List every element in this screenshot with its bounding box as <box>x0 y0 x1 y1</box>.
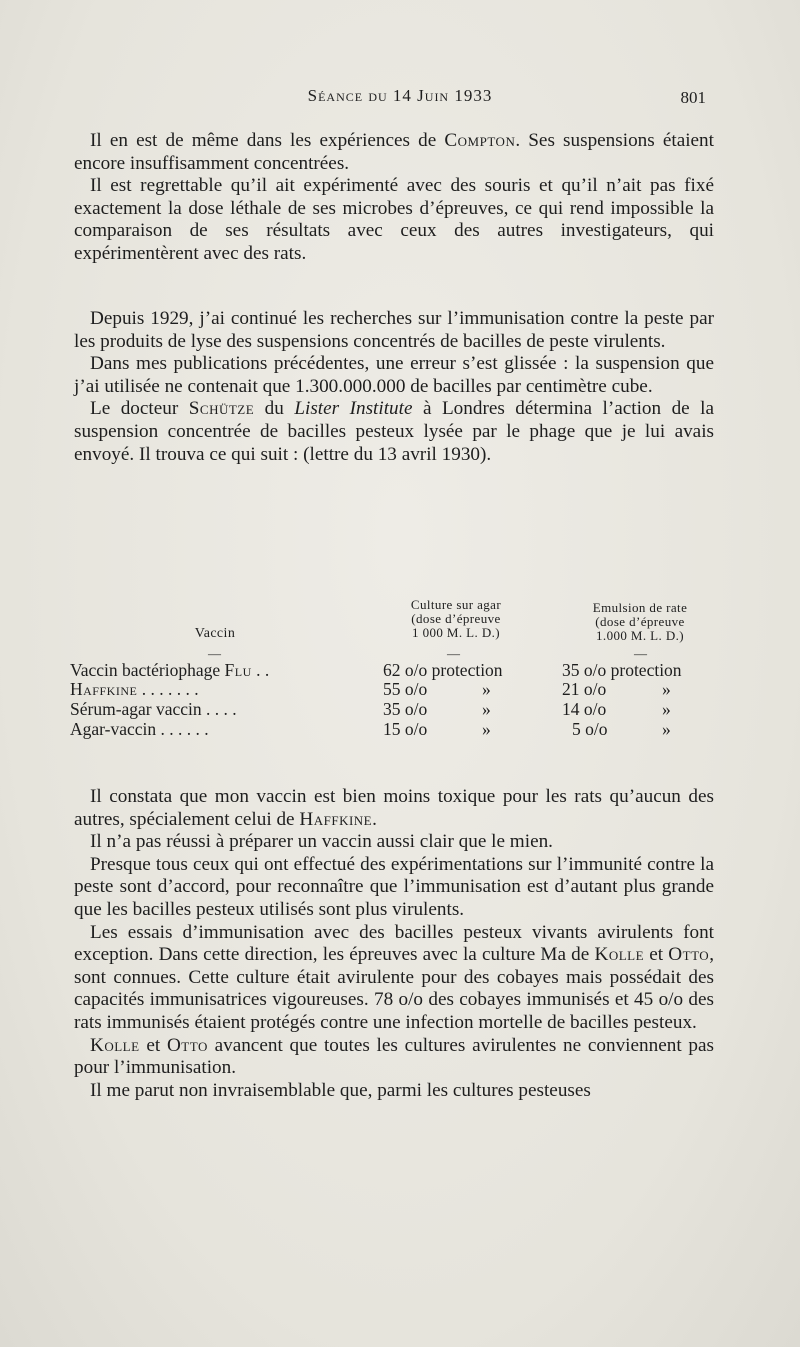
text-block-middle <box>74 308 714 466</box>
header-rule: — <box>208 646 221 661</box>
ditto-mark: » <box>482 679 491 699</box>
results-table <box>70 598 720 758</box>
ditto-mark: » <box>662 699 671 719</box>
vaccine-name: Vaccin bactériophage Flu . . <box>70 660 270 680</box>
column-header-emulsion-line: (dose d’épreuve <box>595 614 685 629</box>
column-header-emulsion-line: 1.000 M. L. D.) <box>596 628 684 643</box>
vaccine-name: Agar-vaccin . . . . . . <box>70 719 209 739</box>
column-header-culture-line: Culture sur agar <box>410 597 502 612</box>
ditto-mark: » <box>482 699 491 719</box>
emulsion-value: 14 o/o <box>562 699 607 719</box>
column-header-vaccin: Vaccin <box>194 626 236 641</box>
paragraph-text: avancent que toutes les cultures avirulentes ne conviennent pas pour l’immunisation. <box>74 1034 714 1079</box>
author-name: Kolle <box>90 1034 140 1056</box>
paragraph <box>74 398 714 466</box>
paragraph <box>74 831 714 854</box>
culture-value: 62 o/o protection <box>383 660 503 680</box>
institution-name: Lister Institute <box>294 398 413 420</box>
paragraph <box>74 922 714 1035</box>
paragraph-text: , sont connues. Cette culture était avirulente pour des cobayes mais possédait des capacités immunisatrices vigoureuses. 78 o/o des cobayes immunisés et 45 o/o des rats immunisés étaient protégés contre une infection mortelle de bacilles pesteux. <box>74 944 714 1033</box>
paragraph-text: et <box>139 1034 167 1056</box>
paragraph-text: . Ses suspensions étaient encore insuffisamment concentrées. <box>74 130 714 174</box>
header-rule: — <box>634 646 647 661</box>
paragraph-text: et <box>644 944 669 966</box>
paragraph-text: Le docteur <box>90 398 189 420</box>
column-header-culture <box>370 598 542 640</box>
column-header-emulsion-line: Emulsion de rate <box>592 600 688 615</box>
paragraph-text: Dans mes publications précédentes, une erreur s’est glissée : la suspension que j’ai utilisée ne contenait que 1.300.000.000 de bacilles par centimètre cube. <box>74 353 714 397</box>
paragraph-text: Il constata que mon vaccin est bien moins toxique pour les rats qu’aucun des autres, spécialement celui de <box>74 786 714 830</box>
paragraph <box>74 353 714 398</box>
text-block-top <box>74 130 714 266</box>
paragraph-text: Il est regrettable qu’il ait expérimenté avec des souris et qu’il n’ait pas fixé exactement la dose léthale de ses microbes d’épreuves, ce qui rend impossible la comparaison de ses résultats avec ceux des autres investigateurs, qui expérimentèrent avec des rats. <box>74 175 714 264</box>
vaccine-name: Sérum-agar vaccin . . . . <box>70 699 237 719</box>
table-row <box>70 660 720 680</box>
table-row <box>70 679 720 699</box>
paragraph <box>74 130 714 175</box>
ditto-mark: » <box>662 719 671 739</box>
column-header-culture-line: (dose d’épreuve <box>411 611 501 626</box>
culture-value: 55 o/o <box>383 679 428 699</box>
running-title: Séance du 14 Juin 1933 <box>307 86 493 105</box>
page-number: 801 <box>680 88 706 107</box>
paragraph-text: Il en est de même dans les expériences de <box>90 130 445 151</box>
paragraph-text: du <box>254 398 295 420</box>
paragraph <box>74 854 714 922</box>
table-row <box>70 699 720 719</box>
paragraph <box>74 175 714 265</box>
table-row <box>70 719 720 739</box>
author-name: Otto <box>166 1034 208 1056</box>
emulsion-value: 35 o/o protection <box>562 660 682 680</box>
culture-value: 35 o/o <box>383 699 428 719</box>
emulsion-value: 21 o/o <box>562 679 607 699</box>
paragraph <box>74 786 714 831</box>
paragraph-text: Il n’a pas réussi à préparer un vaccin aussi clair que le mien. <box>90 831 553 853</box>
author-name: Otto <box>668 944 710 966</box>
paragraph <box>74 1080 714 1103</box>
author-name: Kolle <box>594 944 645 966</box>
emulsion-value: 5 o/o <box>572 719 608 739</box>
culture-value: 15 o/o <box>383 719 428 739</box>
paragraph-text: Presque tous ceux qui ont effectué des expérimentations sur l’immunité contre la peste sont d’accord, pour reconnaître que l’immunisation est d’autant plus grande que les bacilles pesteux utilisés sont plus virulents. <box>74 853 714 920</box>
paragraph <box>74 1035 714 1080</box>
header-rule: — <box>447 646 460 661</box>
paragraph-text: Depuis 1929, j’ai continué les recherches sur l’immunisation contre la peste par les produits de lyse des suspensions concentrés de bacilles de peste virulents. <box>74 308 714 352</box>
paragraph-text: Les essais d’immunisation avec des bacilles pesteux vivants avirulents font exception. Dans cette direction, les épreuves avec la culture Ma de <box>74 921 714 966</box>
paragraph-text: à Londres détermina l’action de la suspension concentrée de bacilles pesteux lysée par le phage que je lui avais envoyé. Il trouva ce qui suit : (lettre du 13 avril 1930). <box>74 398 715 465</box>
page-header <box>0 86 800 112</box>
author-name: Schütze <box>188 398 255 420</box>
ditto-mark: » <box>482 719 491 739</box>
vaccine-name: Haffkine . . . . . . . <box>70 679 199 699</box>
author-name: Haffkine <box>299 808 373 830</box>
paragraph-text: . <box>372 808 377 830</box>
column-header-emulsion <box>558 601 722 643</box>
paragraph-text: Il me parut non invraisemblable que, parmi les cultures pesteuses <box>90 1079 591 1101</box>
ditto-mark: » <box>662 679 671 699</box>
author-name: Compton <box>444 130 516 151</box>
column-header-culture-line: 1 000 M. L. D.) <box>412 625 500 640</box>
paragraph <box>74 308 714 353</box>
text-block-bottom <box>74 786 714 1102</box>
